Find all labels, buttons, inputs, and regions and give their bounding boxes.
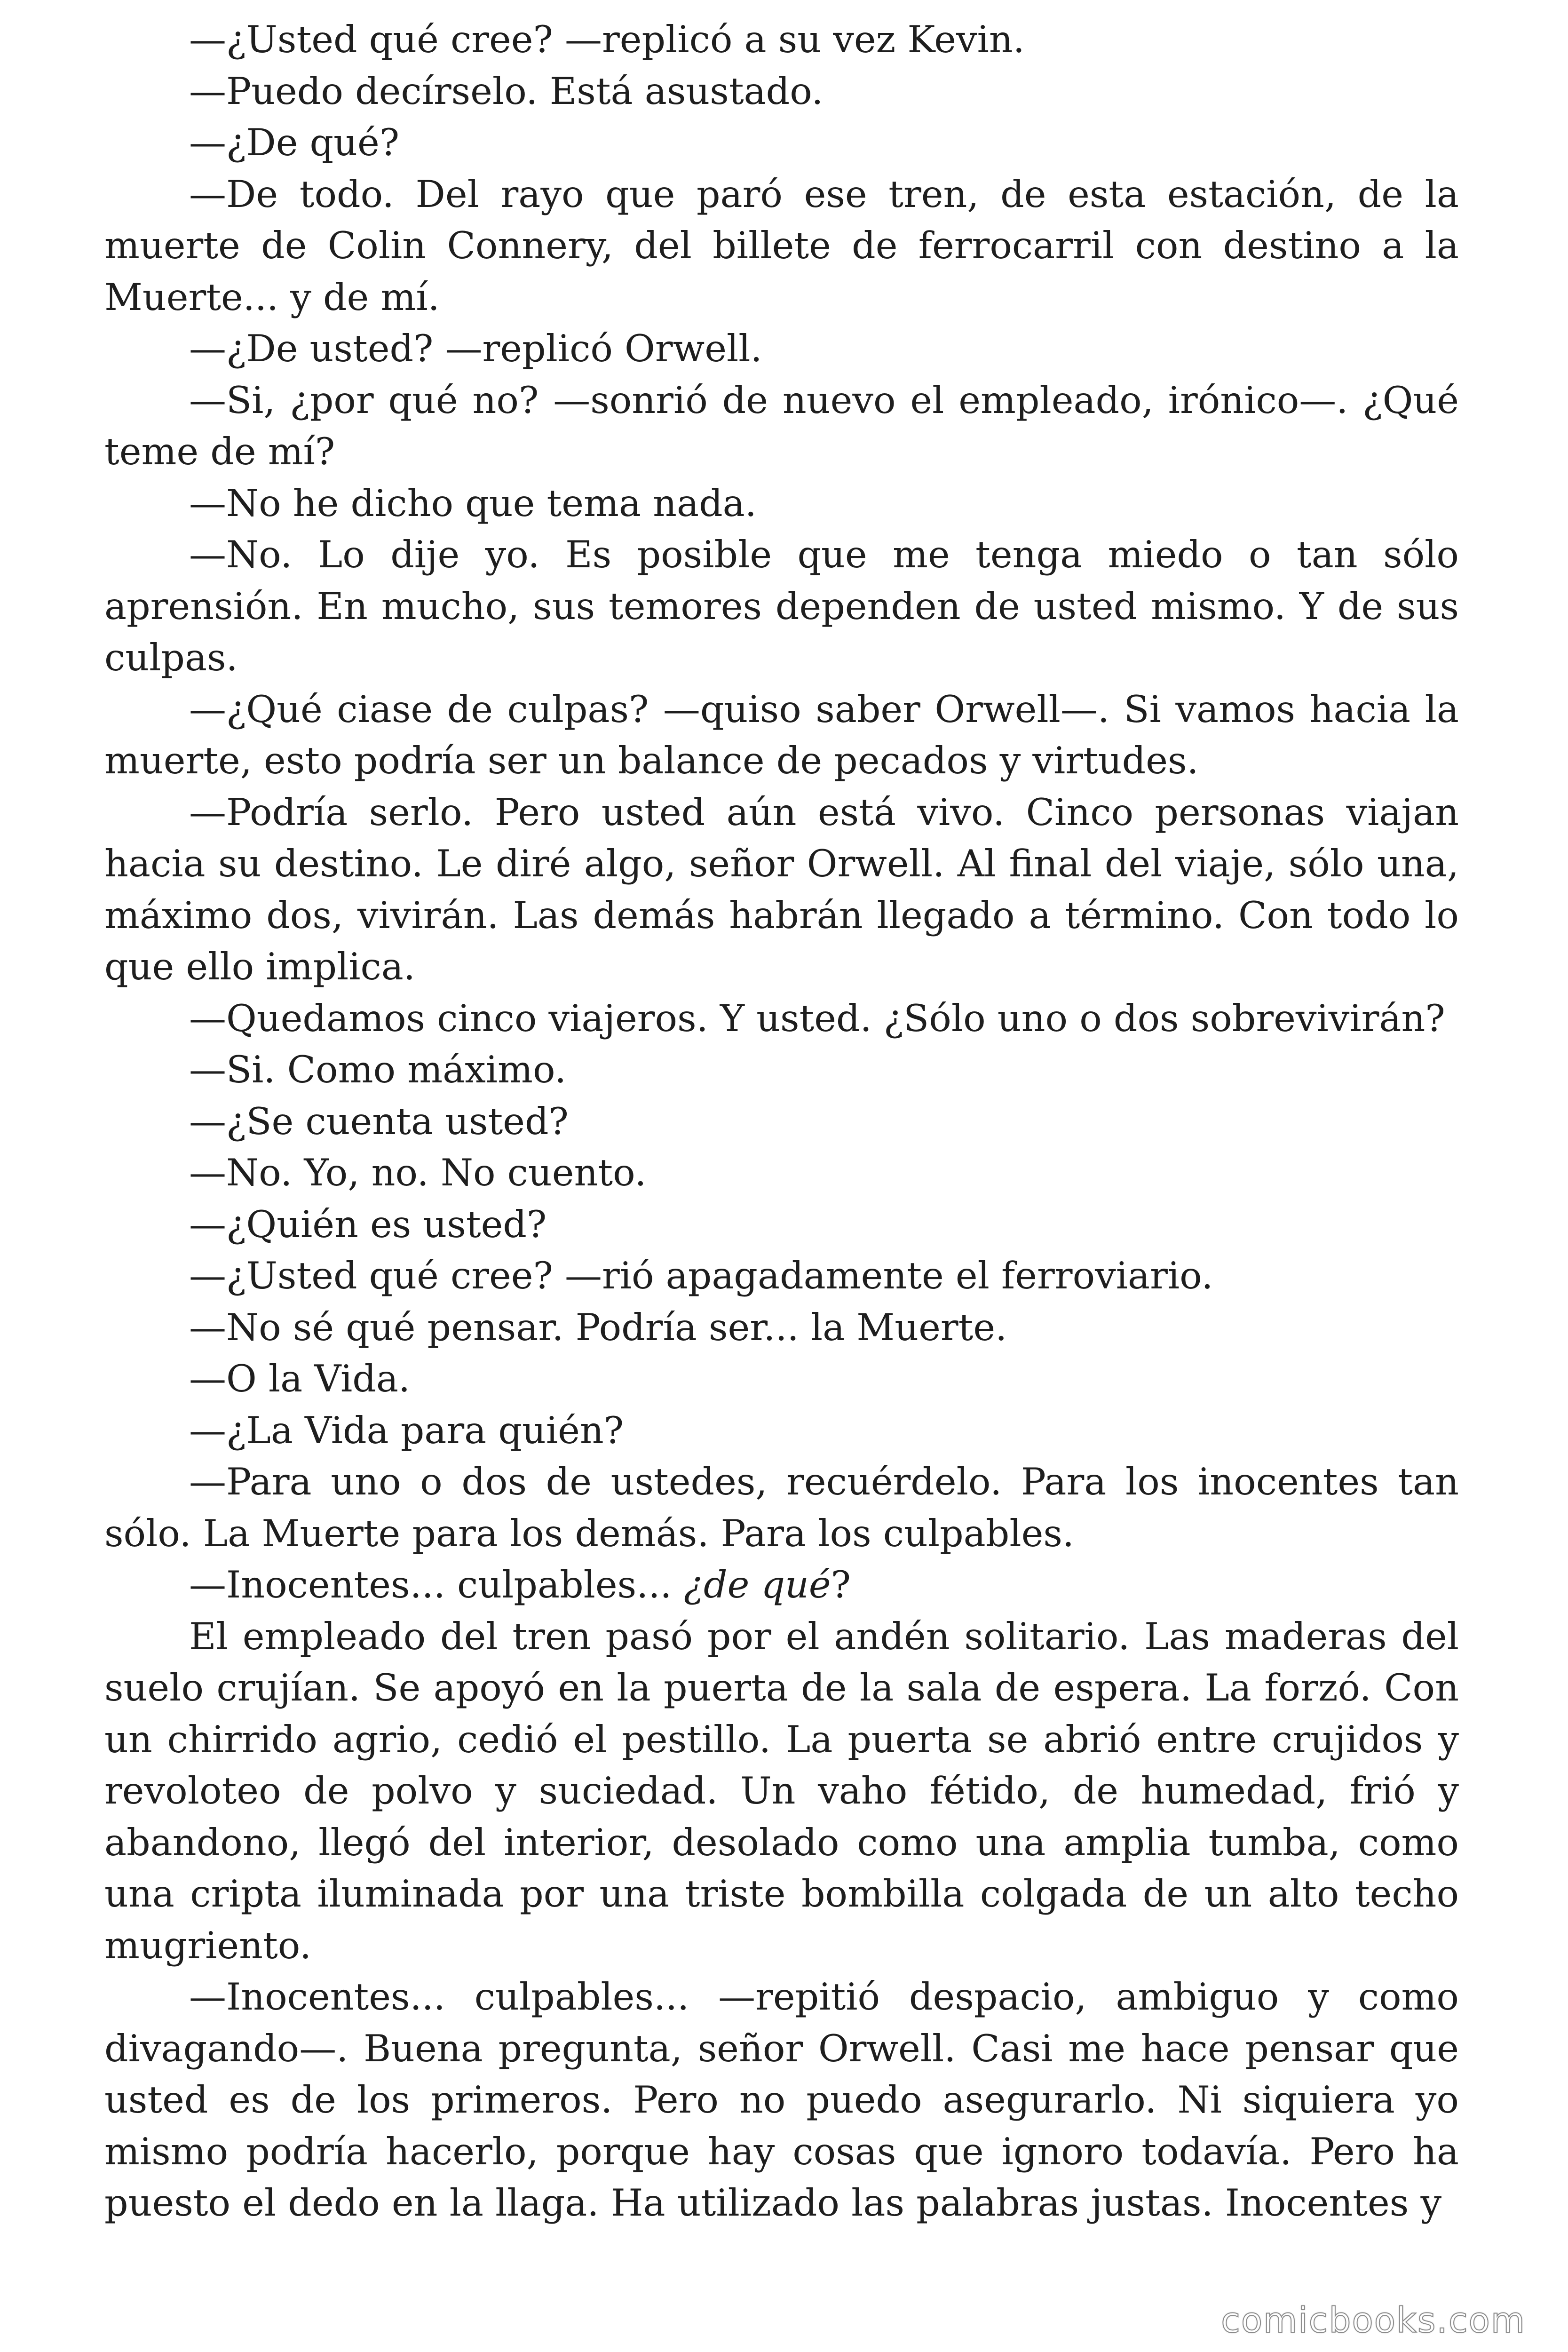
- paragraph: —¿Quién es usted?: [189, 1202, 547, 1246]
- paragraph-text: ?: [831, 1563, 851, 1606]
- paragraph: —¿Qué ciase de culpas? —quiso saber Orwell—. Si vamos hacia la muerte, esto podría ser un balance de pecados y virtudes.: [104, 687, 1459, 782]
- paragraph: —De todo. Del rayo que paró ese tren, de esta estación, de la muerte de Colin Connery, del billete de ferrocarril con destino a la Muerte... y de mí.: [104, 172, 1459, 319]
- paragraph: —¿De usted? —replicó Orwell.: [189, 327, 762, 370]
- paragraph: —O la Vida.: [189, 1357, 411, 1400]
- paragraph: —¿La Vida para quién?: [189, 1408, 624, 1452]
- paragraph: —Quedamos cinco viajeros. Y usted. ¿Sólo uno o dos sobrevivirán?: [189, 996, 1445, 1040]
- paragraph: —Inocentes... culpables... —repitió despacio, ambiguo y como divagando—. Buena pregunta, señor Orwell. Casi me hace pensar que usted es de los primeros. Pero no puedo asegurarlo. Ni siquiera yo mismo podría hacerlo, porque hay cosas que ignoro todavía. Pero ha puesto el dedo en la llaga. Ha utilizado las palabras justas. Inocentes y: [104, 1975, 1459, 2225]
- paragraph: —No sé qué pensar. Podría ser... la Muerte.: [189, 1305, 1007, 1349]
- paragraph: —No. Yo, no. No cuento.: [189, 1151, 647, 1194]
- paragraph: —¿Usted qué cree? —rió apagadamente el ferroviario.: [189, 1254, 1213, 1297]
- paragraph-with-italic: [104, 1559, 1459, 1611]
- paragraph: —Para uno o dos de ustedes, recuérdelo. Para los inocentes tan sólo. La Muerte para los demás. Para los culpables.: [104, 1460, 1459, 1555]
- watermark: comicbooks.com: [1221, 2300, 1526, 2341]
- italic-phrase: ¿de qué: [683, 1563, 831, 1606]
- paragraph: —No. Lo dije yo. Es posible que me tenga miedo o tan sólo aprensión. En mucho, sus temores dependen de usted mismo. Y de sus culpas.: [104, 533, 1459, 679]
- paragraph: —Puedo decírselo. Está asustado.: [189, 69, 824, 113]
- paragraph: —Si, ¿por qué no? —sonrió de nuevo el empleado, irónico—. ¿Qué teme de mí?: [104, 378, 1459, 473]
- paragraph: —¿Se cuenta usted?: [189, 1099, 569, 1143]
- page-text: [104, 14, 1459, 2229]
- paragraph: El empleado del tren pasó por el andén solitario. Las maderas del suelo crujían. Se apoyó en la puerta de la sala de espera. La forzó. Con un chirrido agrio, cedió el pestillo. La puerta se abrió entre crujidos y revoloteo de polvo y suciedad. Un vaho fétido, de humedad, frió y abandono, llegó del interior, desolado como una amplia tumba, como una cripta iluminada por una triste bombilla colgada de un alto techo mugriento.: [104, 1614, 1459, 1967]
- paragraph: —Podría serlo. Pero usted aún está vivo. Cinco personas viajan hacia su destino. Le diré algo, señor Orwell. Al final del viaje, sólo una, máximo dos, vivirán. Las demás habrán llegado a término. Con todo lo que ello implica.: [104, 790, 1459, 988]
- paragraph: —Si. Como máximo.: [189, 1048, 567, 1091]
- paragraph: —¿Usted qué cree? —replicó a su vez Kevin.: [189, 18, 1025, 61]
- paragraph: —¿De qué?: [189, 121, 400, 164]
- paragraph-text: —Inocentes... culpables...: [189, 1563, 684, 1606]
- paragraph: —No he dicho que tema nada.: [189, 481, 757, 525]
